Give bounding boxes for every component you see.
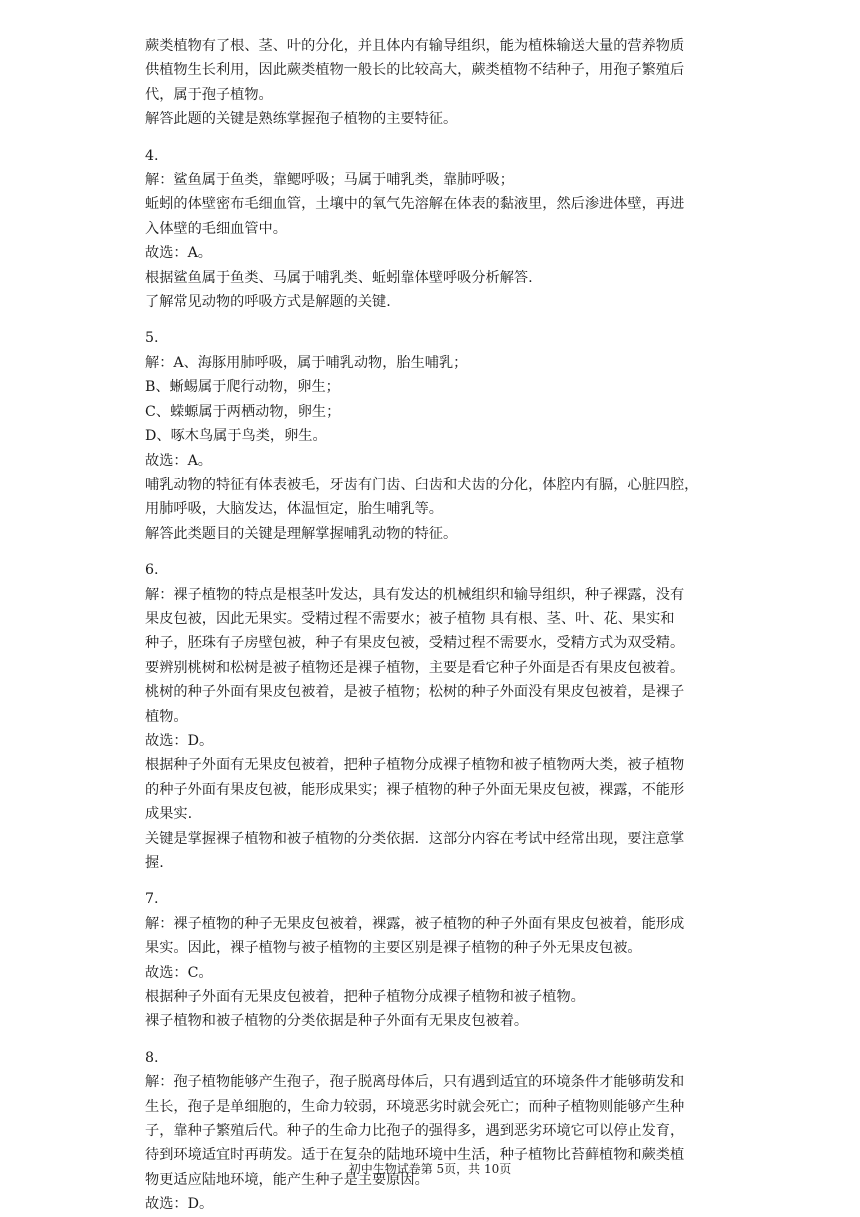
text-line: 故选：D。: [145, 732, 214, 749]
text-line: 解：孢子植物能够产生孢子，孢子脱离母体后，只有遇到适宜的环境条件才能够萌发和: [145, 1074, 685, 1091]
text-line: 故选：D。: [145, 1196, 214, 1213]
text-line: 桃树的种子外面有果皮包被着，是被子植物；松树的种子外面没有果皮包被着，是裸子: [145, 684, 685, 701]
text-line: 的种子外面有果皮包被，能形成果实；裸子植物的种子外面无果皮包被，裸露，不能形: [145, 781, 685, 798]
text-line: 子，靠种子繁殖后代。种子的生命力比孢子的强得多，遇到恶劣环境它可以停止发育，: [145, 1123, 685, 1140]
text-line: 用肺呼吸，大脑发达，体温恒定，胎生哺乳等。: [145, 501, 443, 518]
text-line: 解：裸子植物的种子无果皮包被着，裸露，被子植物的种子外面有果皮包被着，能形成: [145, 915, 685, 932]
text-line: 关键是掌握裸子植物和被子植物的分类依据．这部分内容在考试中经常出现，要注意掌: [145, 830, 685, 847]
text-line: 供植物生长利用，因此蕨类植物一般长的比较高大，蕨类植物不结种子，用孢子繁殖后: [145, 62, 685, 79]
text-line: 哺乳动物的特征有体表被毛，牙齿有门齿、臼齿和犬齿的分化，体腔内有膈，心脏四腔，: [145, 476, 699, 493]
text-line: 要辨别桃树和松树是被子植物还是裸子植物，主要是看它种子外面是否有果皮包被着。: [145, 659, 685, 676]
text-line: 5.: [145, 330, 159, 347]
text-line: 解：鲨鱼属于鱼类，靠鳃呼吸；马属于哺乳类，靠肺呼吸；: [145, 172, 514, 189]
text-line: 成果实.: [145, 806, 193, 823]
text-line: 根据种子外面有无果皮包被着，把种子植物分成裸子植物和被子植物。: [145, 989, 585, 1006]
text-line: 4.: [145, 147, 159, 164]
text-line: C、蝾螈属于两栖动物，卵生；: [145, 403, 341, 420]
text-line: 故选：A。: [145, 452, 212, 469]
text-line: 果实。因此，裸子植物与被子植物的主要区别是裸子植物的种子外无果皮包被。: [145, 940, 642, 957]
text-line: 8.: [145, 1049, 159, 1066]
text-line: 7.: [145, 891, 159, 908]
text-line: 裸子植物和被子植物的分类依据是种子外面有无果皮包被着。: [145, 1013, 529, 1030]
answer-section: [145, 558, 720, 875]
text-line: 解：A、海豚用肺呼吸，属于哺乳动物，胎生哺乳；: [145, 354, 468, 371]
text-line: 生长，孢子是单细胞的，生命力较弱，环境恶劣时就会死亡；而种子植物则能够产生种: [145, 1098, 685, 1115]
answer-section: [145, 144, 720, 315]
text-line: 根据种子外面有无果皮包被着，把种子植物分成裸子植物和被子植物两大类，被子植物: [145, 757, 685, 774]
answer-content: [145, 34, 720, 1217]
answer-section: [145, 326, 720, 546]
answer-section: [145, 1046, 720, 1217]
text-line: 握.: [145, 855, 164, 871]
text-line: 解答此类题目的关键是理解掌握哺乳动物的特征。: [145, 525, 458, 542]
text-line: 6.: [145, 562, 159, 579]
text-line: 了解常见动物的呼吸方式是解题的关键.: [145, 294, 391, 311]
text-line: D、啄木鸟属于鸟类，卵生。: [145, 428, 327, 445]
page-footer: 初中生物试卷第 5页，共 10页: [348, 1162, 512, 1176]
answer-section: [145, 887, 720, 1033]
text-line: 种子，胚珠有子房壁包被，种子有果皮包被，受精过程不需要水，受精方式为双受精。: [145, 635, 685, 652]
answer-section: [145, 34, 720, 132]
text-line: 植物。: [145, 708, 188, 725]
text-line: 蕨类植物有了根、茎、叶的分化，并且体内有输导组织，能为植株输送大量的营养物质: [145, 38, 685, 54]
text-line: 故选：C。: [145, 964, 213, 981]
text-line: 解答此题的关键是熟练掌握孢子植物的主要特征。: [145, 111, 458, 128]
text-line: 物更适应陆地环境，能产生种子是主要原因。: [145, 1171, 429, 1188]
text-line: 解：裸子植物的特点是根茎叶发达，具有发达的机械组织和输导组织，种子裸露，没有: [145, 586, 685, 603]
text-line: 蚯蚓的体壁密布毛细血管，土壤中的氧气先溶解在体表的黏液里，然后渗进体壁，再进: [145, 196, 685, 213]
text-line: 待到环境适宜时再萌发。适于在复杂的陆地环境中生活，种子植物比苔藓植物和蕨类植: [145, 1147, 685, 1164]
text-line: 代，属于孢子植物。: [145, 86, 273, 103]
text-line: B、蜥蜴属于爬行动物，卵生；: [145, 379, 340, 396]
text-line: 根据鲨鱼属于鱼类、马属于哺乳类、蚯蚓靠体壁呼吸分析解答.: [145, 269, 533, 286]
text-line: 故选：A。: [145, 245, 212, 262]
text-line: 入体壁的毛细血管中。: [145, 220, 287, 237]
text-line: 果皮包被，因此无果实。受精过程不需要水；被子植物 具有根、茎、叶、花、果实和: [145, 610, 675, 627]
